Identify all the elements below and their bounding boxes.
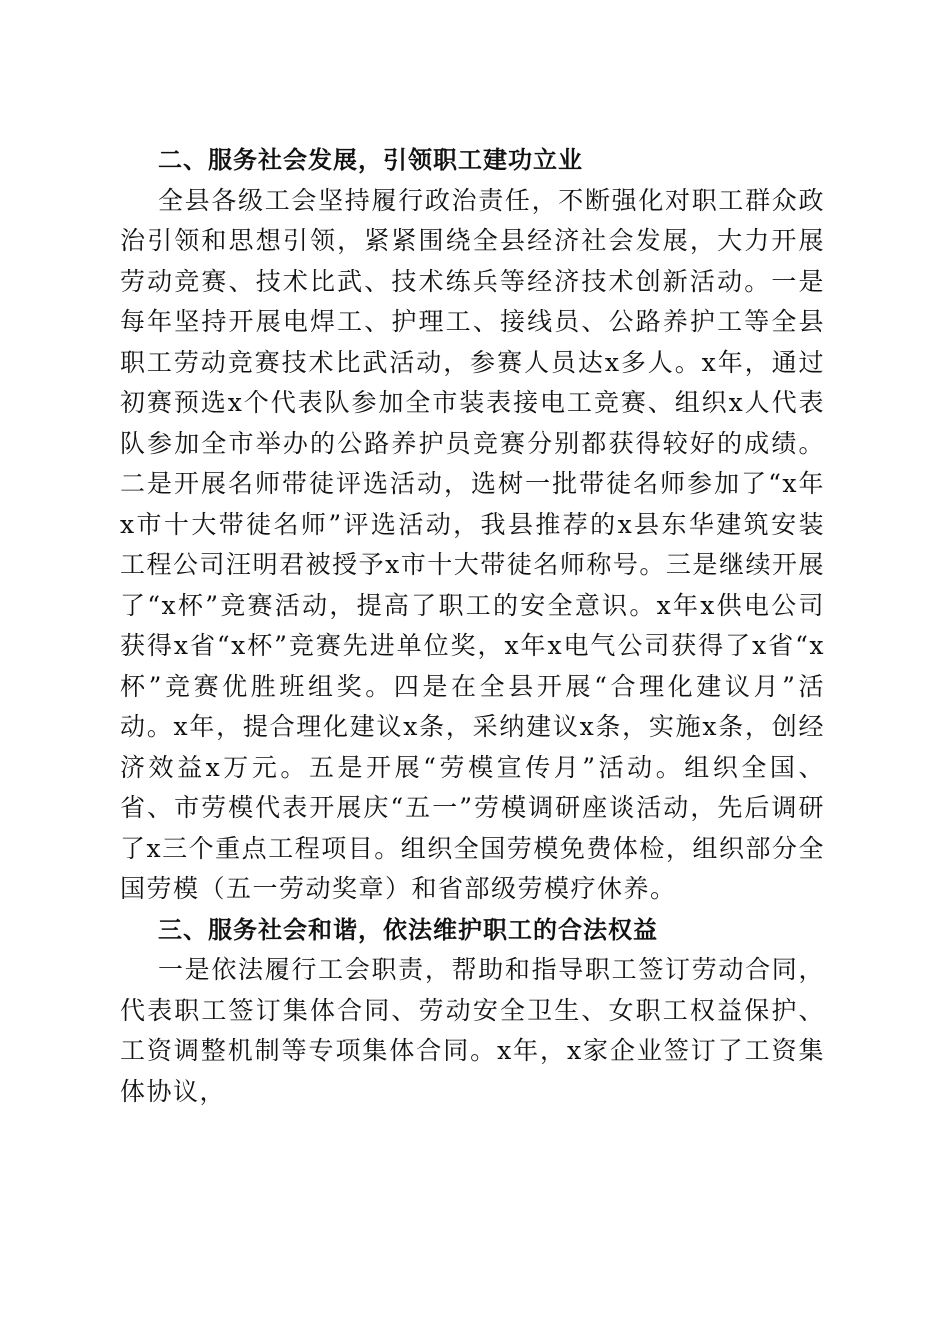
section-2-paragraph: 全县各级工会坚持履行政治责任，不断强化对职工群众政治引领和思想引领，紧紧围绕全县经济社会发展，大力开展劳动竞赛、技术比武、技术练兵等经济技术创新活动。一是每年坚持开展电焊工、护理工、接线员、公路养护工等全县职工劳动竞赛技术比武活动，参赛人员达x多人。x年，通过初赛预选x个代表队参加全市装表接电工竞赛、组织x人代表队参加全市举办的公路养护员竞赛分别都获得较好的成绩。二是开展名师带徒评选活动，选树一批带徒名师参加了“x年x市十大带徒名师”评选活动，我县推荐的x县东华建筑安装工程公司汪明君被授予x市十大带徒名师称号。三是继续开展了“x杯”竞赛活动，提高了职工的安全意识。x年x供电公司获得x省“x杯”竞赛先进单位奖，x年x电气公司获得了x省“x杯”竞赛优胜班组奖。四是在全县开展“合理化建议月”活动。x年，提合理化建议x条，采纳建议x条，实施x条，创经济效益x万元。五是开展“劳模宣传月”活动。组织全国、省、市劳模代表开展庆“五一”劳模调研座谈活动，先后调研了x三个重点工程项目。组织全国劳模免费体检，组织部分全国劳模（五一劳动奖章）和省部级劳模疗休养。 — [120, 185, 825, 903]
section-2-heading: 二、服务社会发展，引领职工建功立业 — [158, 146, 583, 174]
section-3-heading: 三、服务社会和谐，依法维护职工的合法权益 — [158, 915, 658, 944]
section-3-paragraph: 一是依法履行工会职责，帮助和指导职工签订劳动合同，代表职工签订集体合同、劳动安全卫生、女职工权益保护、工资调整机制等专项集体合同。x年，x家企业签订了工资集体协议， — [120, 955, 825, 1106]
document-body — [120, 140, 825, 1112]
